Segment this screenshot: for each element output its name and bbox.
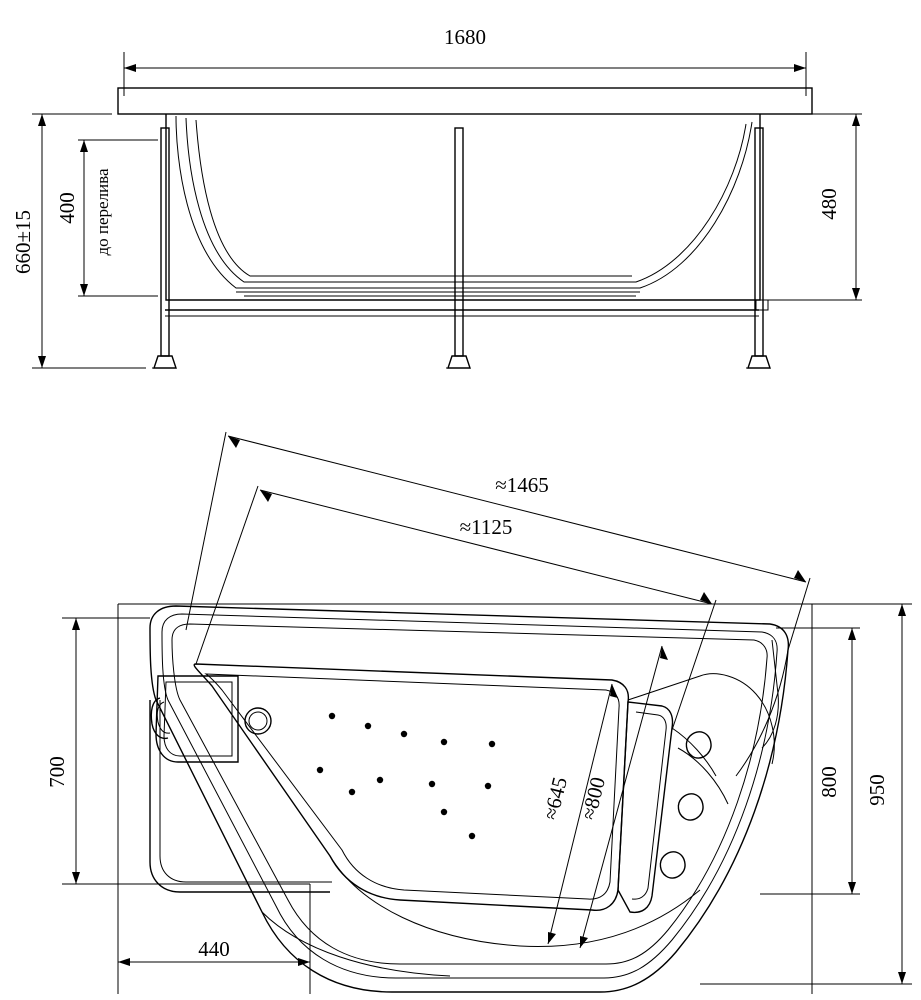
dim-overall-height xyxy=(32,114,146,368)
dim-foot-width xyxy=(118,884,310,976)
tub-rim xyxy=(118,88,812,114)
label-right-outer-width: 950 xyxy=(865,774,889,806)
dim-diag-inner xyxy=(196,486,716,730)
label-left-width: 700 xyxy=(45,756,69,788)
tub-plan-outline xyxy=(150,606,788,992)
label-diag-outer: ≈1465 xyxy=(495,473,549,497)
label-inner-diag-long: ≈800 xyxy=(576,774,611,823)
front-elevation-view xyxy=(11,25,862,368)
label-apron-height: 480 xyxy=(817,188,841,220)
label-diag-inner: ≈1125 xyxy=(459,515,513,539)
label-right-inner-width: 800 xyxy=(817,766,841,798)
label-inner-depth: 400 xyxy=(55,192,79,224)
dim-left-width xyxy=(62,618,150,884)
label-overall-height: 660±15 xyxy=(11,209,35,275)
label-inner-diag-short: ≈645 xyxy=(538,774,573,823)
top-plan-view xyxy=(45,432,912,994)
label-foot-width: 440 xyxy=(198,937,230,961)
dim-overall-width xyxy=(124,52,806,96)
tub-frame-legs xyxy=(152,128,770,368)
dim-apron-height xyxy=(766,114,862,300)
label-overflow-note: до перелива xyxy=(93,168,112,256)
dim-inner-depth xyxy=(78,140,158,296)
label-overall-width: 1680 xyxy=(444,25,486,49)
plan-bounding-box xyxy=(118,604,812,994)
